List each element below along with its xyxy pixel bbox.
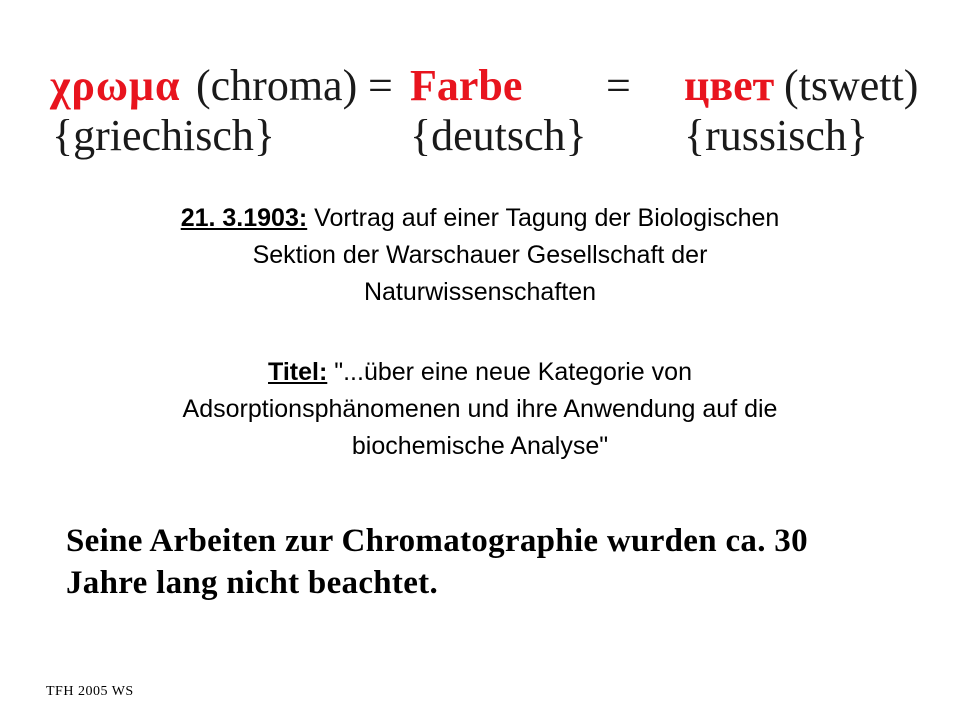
equals-sign: = [368,61,393,110]
russian-word: цвет [684,61,775,110]
statement-line: Jahre lang nicht beachtet. [66,565,439,601]
event-date-label: 21. 3.1903: [180,204,308,232]
word-equation-banner [48,62,928,172]
event-line: Sektion der Warschauer Gesellschaft der [252,241,708,269]
german-language-label: {deutsch} [410,111,587,160]
statement [66,520,916,604]
greek-transliteration: (chroma) [196,61,358,110]
title-line [70,354,890,391]
title-label: Titel: [268,358,328,386]
title-line: biochemische Analyse" [351,432,609,460]
russian-transliteration: (tswett) [784,61,919,110]
event-line [70,200,890,237]
greek-word: χρωμα [50,61,181,110]
title-line: Adsorptionsphänomenen und ihre Anwendung auf die [182,395,778,423]
equals-sign: = [606,61,631,110]
event-text: Vortrag auf einer Tagung der Biologischen [307,204,780,232]
event-line: Naturwissenschaften [363,278,597,306]
footer-text: TFH 2005 WS [46,684,134,699]
german-word: Farbe [410,61,523,110]
greek-language-label: {griechisch} [52,111,276,160]
title-block [70,354,890,465]
russian-language-label: {russisch} [684,111,869,160]
statement-line: Seine Arbeiten zur Chromatographie wurden ca. 30 [66,523,808,559]
title-text: "...über eine neue Kategorie von [327,358,692,386]
event-block [70,200,890,311]
